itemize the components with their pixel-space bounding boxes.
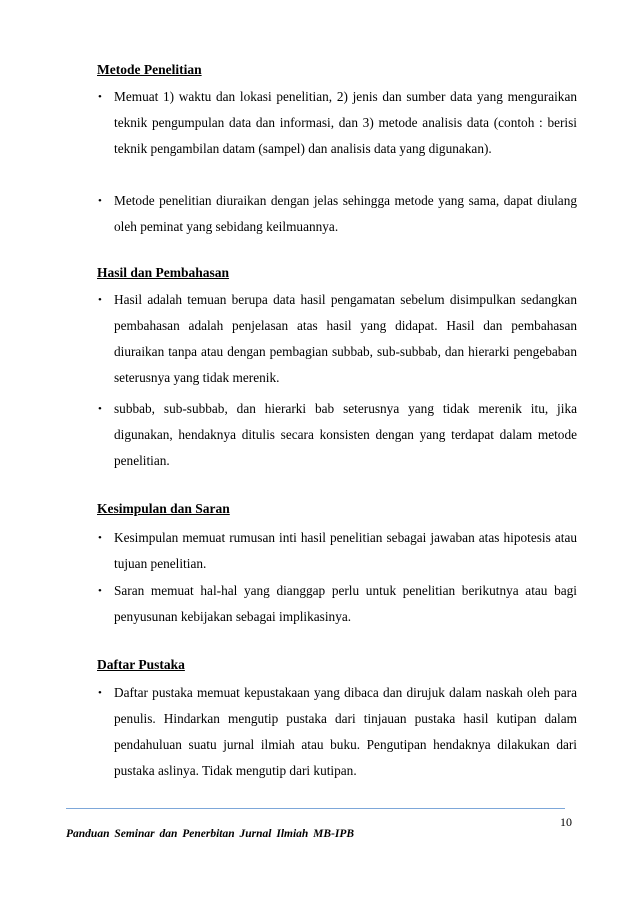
bullet-icon: • (98, 585, 102, 597)
section-heading-daftar-pustaka: Daftar Pustaka (97, 657, 185, 672)
bullet-icon: • (98, 91, 102, 103)
list-item-text: Daftar pustaka memuat kepustakaan yang dibaca dan dirujuk dalam naskah oleh para penulis. Hindarkan mengutip pustaka dari tinjauan pustaka hasil kutipan dalam pendahuluan suatu jurnal ilmiah atau buku. Pengutipan hendaknya dilakukan dari pustaka aslinya. Tidak mengutip dari kutipan. (114, 685, 577, 778)
list-item (98, 525, 577, 577)
footer-title: Panduan Seminar dan Penerbitan Jurnal Ilmiah MB-IPB (66, 828, 355, 840)
list-item (98, 188, 577, 240)
list-item-text: subbab, sub-subbab, dan hierarki bab seterusnya yang tidak merenik itu, jika digunakan, hendaknya ditulis secara konsisten dengan yang terdapat dalam metode penelitian. (114, 401, 577, 468)
list-item-text: Kesimpulan memuat rumusan inti hasil penelitian sebagai jawaban atas hipotesis atau tujuan penelitian. (114, 530, 577, 571)
list-item-text: Hasil adalah temuan berupa data hasil pengamatan sebelum disimpulkan sedangkan pembahasan adalah penjelasan atas hasil yang didapat. Hasil dan pembahasan diuraikan tanpa atau dengan pembagian subbab, sub-subbab, dan hierarki pengebaban seterusnya yang tidak merenik. (114, 292, 577, 385)
list-item (98, 578, 577, 630)
bullet-icon: • (98, 294, 102, 306)
list-item (98, 680, 577, 784)
bullet-icon: • (98, 195, 102, 207)
list-item (98, 287, 577, 391)
page-number: 10 (560, 815, 572, 829)
section-heading-metode-penelitian: Metode Penelitian (97, 62, 202, 77)
list-item (98, 396, 577, 474)
bullet-icon: • (98, 532, 102, 544)
list-item-text: Memuat 1) waktu dan lokasi penelitian, 2) jenis dan sumber data yang menguraikan teknik pengumpulan data dan informasi, dan 3) metode analisis data (contoh : berisi teknik pengambilan datam (sampel) dan analisis data yang digunakan). (114, 89, 577, 156)
footer-divider (66, 808, 565, 809)
bullet-icon: • (98, 687, 102, 699)
list-item-text: Metode penelitian diuraikan dengan jelas sehingga metode yang sama, dapat diulang oleh peminat yang sebidang keilmuannya. (114, 193, 577, 234)
list-item (98, 84, 577, 162)
list-item-text: Saran memuat hal-hal yang dianggap perlu untuk penelitian berikutnya atau bagi penyusunan kebijakan sebagai implikasinya. (114, 583, 577, 624)
section-heading-kesimpulan-dan-saran: Kesimpulan dan Saran (97, 501, 230, 516)
section-heading-hasil-dan-pembahasan: Hasil dan Pembahasan (97, 265, 230, 280)
bullet-icon: • (98, 403, 102, 415)
